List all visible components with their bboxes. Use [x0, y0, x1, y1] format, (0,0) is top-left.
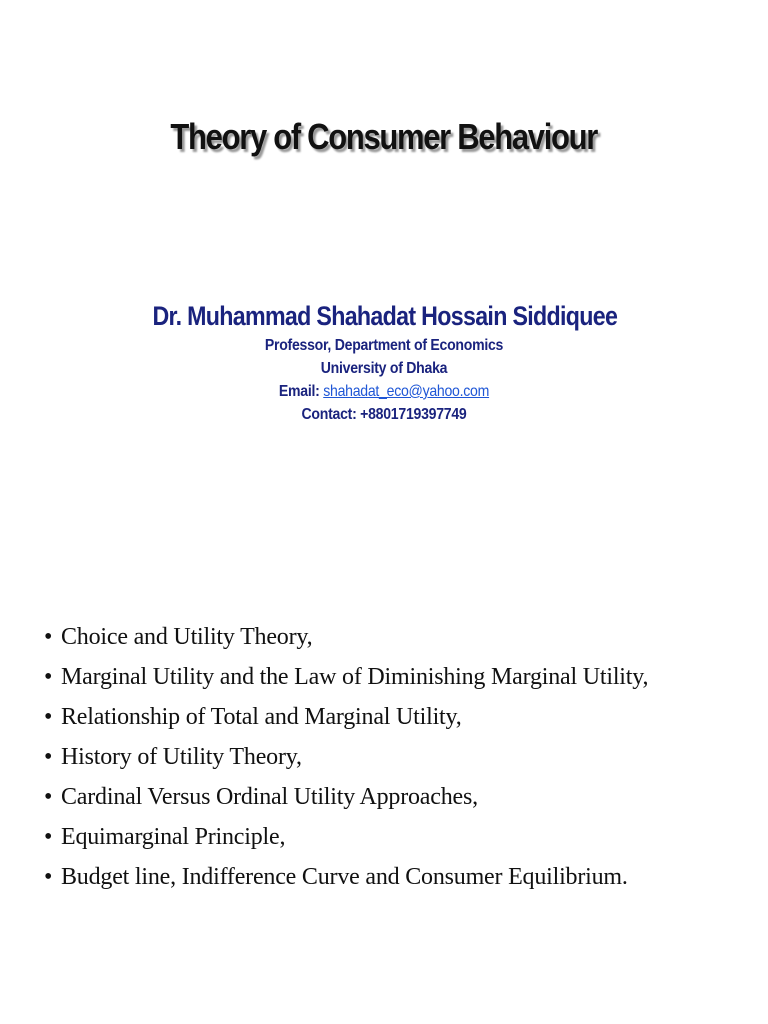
- topic-item: [44, 782, 722, 813]
- topic-item: [44, 822, 722, 853]
- topic-item: [44, 862, 722, 893]
- bullet-icon: •: [44, 624, 53, 650]
- topic-item: [44, 662, 722, 693]
- topic-list: [44, 622, 722, 902]
- bullet-icon: •: [44, 784, 53, 810]
- author-name: Dr. Muhammad Shahadat Hossain Siddiquee: [152, 301, 618, 331]
- bullet-icon: •: [44, 704, 53, 730]
- page-title: Theory of Consumer Behaviour: [170, 116, 598, 157]
- email-link[interactable]: shahadat_eco@yahoo.com: [323, 383, 490, 400]
- author-position: Professor, Department of Economics: [264, 337, 504, 354]
- topic-text: History of Utility Theory,: [61, 744, 302, 770]
- bullet-icon: •: [44, 824, 53, 850]
- author-contact: Contact: +8801719397749: [301, 406, 467, 423]
- topic-item: [44, 702, 722, 733]
- topic-text: Budget line, Indifference Curve and Consumer Equilibrium.: [61, 864, 628, 890]
- author-block: [0, 298, 768, 426]
- topic-item: [44, 622, 722, 653]
- topic-text: Cardinal Versus Ordinal Utility Approaches,: [61, 784, 478, 810]
- bullet-icon: •: [44, 664, 53, 690]
- topic-text: Relationship of Total and Marginal Utility,: [61, 704, 462, 730]
- topic-item: [44, 742, 722, 773]
- bullet-icon: •: [44, 744, 53, 770]
- author-email-line: [46, 380, 722, 403]
- email-label: Email:: [278, 383, 324, 400]
- bullet-icon: •: [44, 864, 53, 890]
- topic-text: Marginal Utility and the Law of Diminishing Marginal Utility,: [61, 664, 649, 690]
- topic-text: Equimarginal Principle,: [61, 824, 286, 850]
- topic-text: Choice and Utility Theory,: [61, 624, 313, 650]
- author-institution: University of Dhaka: [320, 360, 448, 377]
